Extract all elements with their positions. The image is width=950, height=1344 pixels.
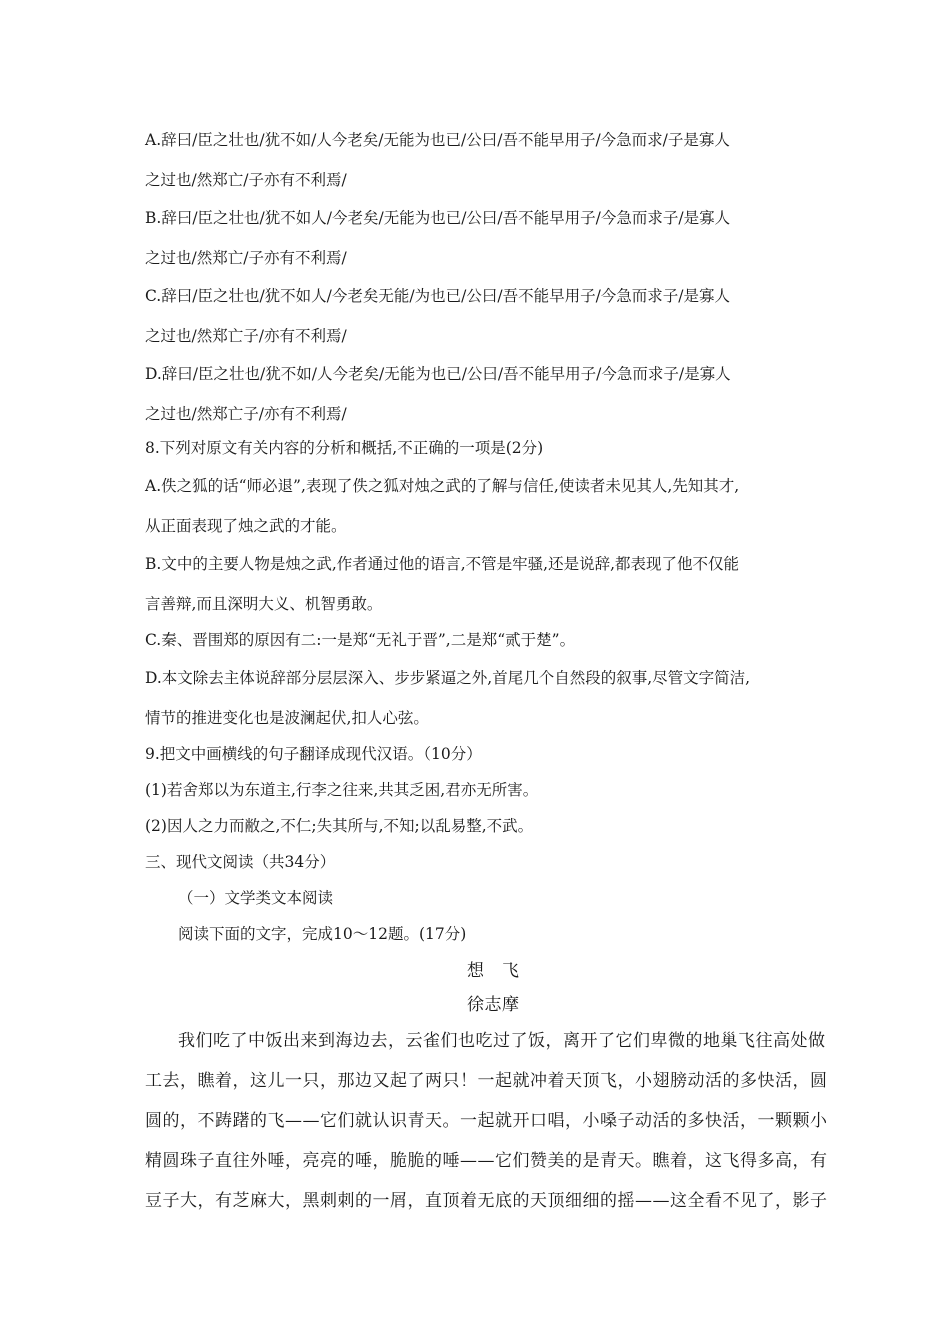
option-d-text-cont: 情节的推进变化也是波澜起伏,扣人心弦。: [145, 709, 429, 727]
option-a-text: A.佚之狐的话“师必退”,表现了佚之狐对烛之武的了解与信任,使读者未见其人,先知其才,: [145, 477, 740, 495]
option-b-line-1: B.辞曰/臣之壮也/犹不如人/今老矣/无能为也已/公曰/吾不能早用子/今急而求子/是寡人: [145, 209, 731, 227]
option-c-line-2: 之过也/然郑亡子/亦有不利焉/: [145, 327, 347, 345]
reading-instruction: 阅读下面的文字，完成10～12题。(17分): [178, 925, 467, 943]
essay-line-3: 圆的，不踌躇的飞——它们就认识青天。一起就开口唱，小嗓子动活的多快活，一颗颗小: [145, 1111, 828, 1131]
essay-line-1: 我们吃了中饭出来到海边去，云雀们也吃过了饭，离开了它们卑微的地巢飞往高处做: [178, 1031, 826, 1051]
option-a-line-1: A.辞曰/臣之壮也/犹不如/人今老矣/无能为也已/公曰/吾不能早用子/今急而求/子是寡人: [145, 131, 730, 149]
question-9-item-2: (2)因人之力而敝之,不仁;失其所与,不知;以乱易整,不武。: [145, 817, 534, 835]
question-9-item-1: (1)若舍郑以为东道主,行李之往来,共其乏困,君亦无所害。: [145, 781, 539, 799]
option-a-text-cont: 从正面表现了烛之武的才能。: [145, 517, 347, 535]
option-b-line-2: 之过也/然郑亡/子亦有不利焉/: [145, 249, 347, 267]
option-a-line-2: 之过也/然郑亡/子亦有不利焉/: [145, 171, 347, 189]
option-c-line-1: C.辞曰/臣之壮也/犹不如人/今老矣无能/为也已/公曰/吾不能早用子/今急而求子/是寡人: [145, 287, 731, 305]
essay-author: 徐志摩: [467, 995, 520, 1015]
option-d-line-1: D.辞曰/臣之壮也/犹不如/人今老矣/无能为也已/公曰/吾不能早用子/今急而求子/是寡人: [145, 365, 731, 383]
essay-line-5: 豆子大，有芝麻大，黑刺刺的一屑，直顶着无底的天顶细细的摇——这全看不见了，影子: [145, 1191, 828, 1211]
option-d-text: D.本文除去主体说辞部分层层深入、步步紧逼之外,首尾几个自然段的叙事,尽管文字简洁,: [145, 669, 751, 687]
essay-line-4: 精圆珠子直往外唾，亮亮的唾，脆脆的唾——它们赞美的是青天。瞧着，这飞得多高，有: [145, 1151, 828, 1171]
option-d-line-2: 之过也/然郑亡子/亦有不利焉/: [145, 405, 347, 423]
option-c-text: C.秦、晋围郑的原因有二:一是郑“无礼于晋”,二是郑“贰于楚”。: [145, 631, 576, 649]
question-9-stem: 9.把文中画横线的句子翻译成现代汉语。（10分）: [145, 745, 482, 763]
section-heading: 三、现代文阅读（共34分）: [145, 853, 336, 871]
option-b-text-cont: 言善辩,而且深明大义、机智勇敢。: [145, 595, 383, 613]
question-8-stem: 8.下列对原文有关内容的分析和概括,不正确的一项是(2分): [145, 439, 544, 457]
subsection-heading: （一）文学类文本阅读: [178, 889, 334, 907]
option-b-text: B.文中的主要人物是烛之武,作者通过他的语言,不管是牢骚,还是说辞,都表现了他不仅能: [145, 555, 740, 573]
essay-title: 想 飞: [467, 961, 520, 981]
essay-line-2: 工去，瞧着，这儿一只，那边又起了两只！一起就冲着天顶飞，小翅膀动活的多快活，圆: [145, 1071, 828, 1091]
